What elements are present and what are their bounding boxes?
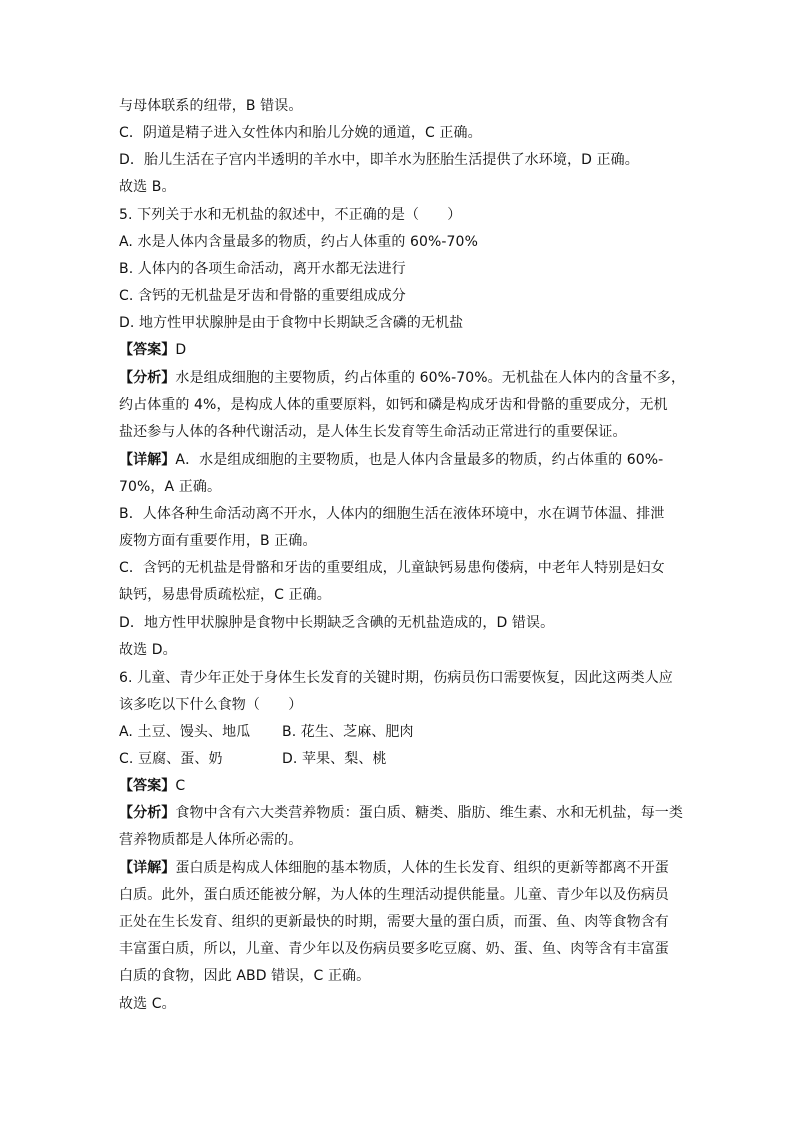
- q5-detail-line: D．地方性甲状腺肿是食物中长期缺乏含碘的无机盐造成的，D 错误。: [119, 615, 555, 631]
- q6-conclusion: 故选 C。: [119, 996, 176, 1012]
- q5-option-a: A. 水是人体内含量最多的物质，约占人体重的 60%-70%: [119, 234, 478, 250]
- q5-option-b: B. 人体内的各项生命活动，离开水都无法进行: [119, 261, 406, 277]
- q5-detail-line: C．含钙的无机盐是骨骼和牙齿的重要组成，儿童缺钙易患佝偻病，中老年人特别是妇女: [119, 560, 665, 576]
- q5-option-c: C. 含钙的无机盐是牙齿和骨骼的重要组成成分: [119, 288, 406, 304]
- q6-detail-line: 丰富蛋白质，所以，儿童、青少年以及伤病员要多吃豆腐、奶、蛋、鱼、肉等含有丰富蛋: [119, 941, 669, 957]
- q6-option-a: A. 土豆、馒头、地瓜: [119, 724, 251, 740]
- q5-option-d: D. 地方性甲状腺肿是由于食物中长期缺乏含磷的无机盐: [119, 315, 464, 331]
- q6-options-row-1: [119, 723, 679, 741]
- q5-detail-line: 废物方面有重要作用，B 正确。: [119, 533, 317, 549]
- q4-conclusion: 故选 B。: [119, 179, 176, 195]
- q4-explanation-line: D．胎儿生活在子宫内半透明的羊水中，即羊水为胚胎生活提供了水环境，D 正确。: [119, 152, 639, 168]
- q6-option-c: C. 豆腐、蛋、奶: [119, 751, 223, 767]
- q5-detail-line: 70%，A 正确。: [119, 479, 222, 495]
- detail-text: A．水是组成细胞的主要物质，也是人体内含量最多的物质，约占体重的 60%-: [175, 452, 664, 468]
- analysis-tag: 【分析】: [119, 805, 176, 821]
- q6-answer: [119, 777, 185, 795]
- answer-value: C: [175, 778, 186, 794]
- q5-stem: 5. 下列关于水和无机盐的叙述中，不正确的是（ ）: [119, 207, 462, 223]
- analysis-text: 水是组成细胞的主要物质，约占体重的 60%-70%。无机盐在人体内的含量不多，: [175, 370, 686, 386]
- answer-tag: 【答案】: [119, 778, 176, 794]
- analysis-text: 食物中含有六大类营养物质：蛋白质、糖类、脂肪、维生素、水和无机盐，每一类: [175, 805, 684, 821]
- q6-analysis-line: 营养物质都是人体所必需的。: [119, 832, 303, 848]
- q5-analysis-line: 盐还参与人体的各种代谢活动，是人体生长发育等生命活动正常进行的重要保证。: [119, 424, 627, 440]
- q5-analysis-line: 约占体重的 4%，是构成人体的重要原料，如钙和磷是构成牙齿和骨骼的重要成分，无机: [119, 397, 668, 413]
- q6-option-d: D. 苹果、梨、桃: [282, 751, 387, 767]
- q6-detail-line: 白质。此外，蛋白质还能被分解，为人体的生理活动提供能量。儿童、青少年以及伤病员: [119, 887, 669, 903]
- analysis-tag: 【分析】: [119, 370, 176, 386]
- q6-detail-line: 正处在生长发育、组织的更新最快的时期，需要大量的蛋白质，而蛋、鱼、肉等食物含有: [119, 914, 669, 930]
- q6-stem-line: 该多吃以下什么食物（ ）: [119, 697, 303, 713]
- q5-answer: [119, 341, 186, 359]
- detail-tag: 【详解】: [119, 452, 176, 468]
- answer-tag: 【答案】: [119, 342, 176, 358]
- q5-detail: [119, 451, 663, 469]
- detail-text: 蛋白质是构成人体细胞的基本物质，人体的生长发育、组织的更新等都离不开蛋: [175, 860, 669, 876]
- q4-explanation-line: 与母体联系的纽带，B 错误。: [119, 98, 303, 114]
- q6-detail: [119, 859, 669, 877]
- q5-detail-line: 缺钙，易患骨质疏松症，C 正确。: [119, 587, 331, 603]
- answer-value: D: [175, 342, 187, 358]
- q6-analysis: [119, 804, 683, 822]
- q5-conclusion: 故选 D。: [119, 642, 177, 658]
- q4-explanation-line: C．阴道是精子进入女性体内和胎儿分娩的通道，C 正确。: [119, 125, 482, 141]
- q5-detail-line: B．人体各种生命活动离不开水，人体内的细胞生活在液体环境中，水在调节体温、排泄: [119, 506, 665, 522]
- q5-analysis: [119, 369, 685, 387]
- q6-options-row-2: [119, 750, 679, 768]
- q6-stem: 6. 儿童、青少年正处于身体生长发育的关键时期，伤病员伤口需要恢复，因此这两类人应: [119, 670, 673, 686]
- q6-option-b: B. 花生、芝麻、肥肉: [282, 724, 414, 740]
- detail-tag: 【详解】: [119, 860, 176, 876]
- q6-detail-line: 白质的食物，因此 ABD 错误，C 正确。: [119, 968, 371, 984]
